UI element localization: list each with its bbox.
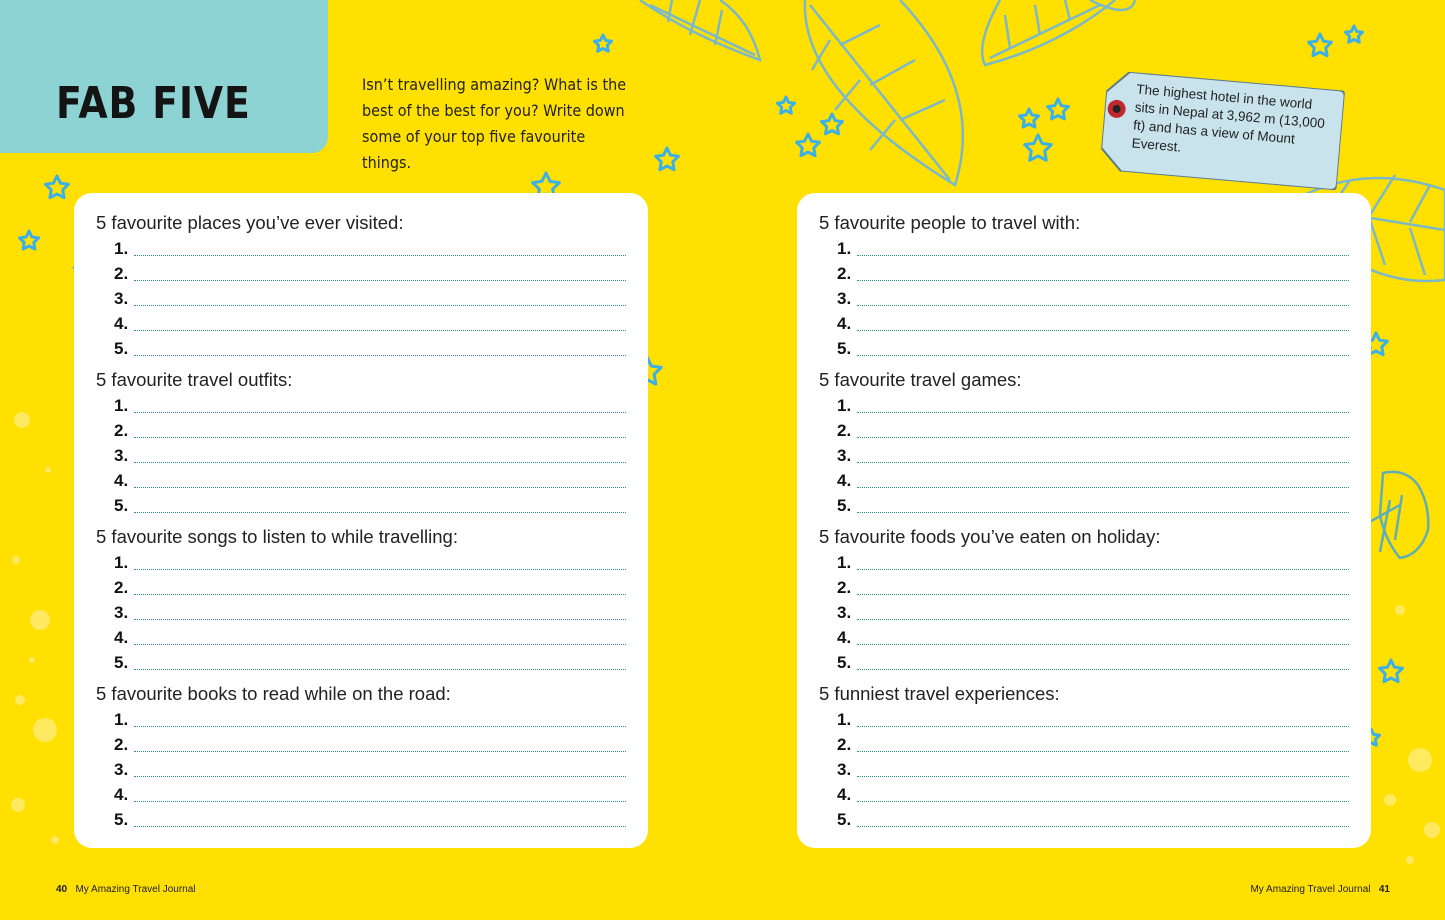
item-number: 1. xyxy=(837,396,852,415)
writing-line[interactable] xyxy=(857,669,1349,670)
section-title: 5 favourite books to read while on the road: xyxy=(96,683,451,704)
item-number: 3. xyxy=(837,446,852,465)
item-number: 2. xyxy=(114,578,129,597)
item-number: 2. xyxy=(837,578,852,597)
writing-line[interactable] xyxy=(134,512,626,513)
item-number: 2. xyxy=(114,264,129,283)
list-item[interactable] xyxy=(96,707,626,732)
section-songs xyxy=(96,524,626,675)
item-number: 5. xyxy=(837,810,852,829)
writing-line[interactable] xyxy=(134,644,626,645)
item-number: 2. xyxy=(837,421,852,440)
list-item[interactable] xyxy=(819,286,1349,311)
list-item[interactable] xyxy=(819,468,1349,493)
section-title: 5 favourite places you’ve ever visited: xyxy=(96,212,404,233)
section-title: 5 favourite foods you’ve eaten on holiday: xyxy=(819,526,1161,547)
list-item[interactable] xyxy=(96,625,626,650)
footer-title: My Amazing Travel Journal xyxy=(75,884,196,895)
writing-line[interactable] xyxy=(134,487,626,488)
list-item[interactable] xyxy=(96,286,626,311)
list-item[interactable] xyxy=(819,261,1349,286)
section-games xyxy=(819,367,1349,518)
leaf-icon xyxy=(982,0,1115,65)
item-number: 3. xyxy=(114,603,129,622)
item-number: 3. xyxy=(837,760,852,779)
list-item[interactable] xyxy=(96,782,626,807)
list-item[interactable] xyxy=(96,732,626,757)
list-item[interactable] xyxy=(96,336,626,361)
list-item[interactable] xyxy=(96,807,626,832)
writing-line[interactable] xyxy=(857,330,1349,331)
item-number: 4. xyxy=(837,314,852,333)
writing-line[interactable] xyxy=(134,594,626,595)
item-number: 3. xyxy=(114,760,129,779)
section-people xyxy=(819,210,1349,361)
intro-text: Isn’t travelling amazing? What is the best of the best for you? Write down some of your top five favourite things. xyxy=(362,75,627,172)
list-item[interactable] xyxy=(96,393,626,418)
writing-line[interactable] xyxy=(134,726,626,727)
item-number: 3. xyxy=(837,603,852,622)
hand-icon xyxy=(1380,472,1428,558)
list-item[interactable] xyxy=(819,311,1349,336)
writing-line[interactable] xyxy=(857,355,1349,356)
writing-line[interactable] xyxy=(857,462,1349,463)
writing-line[interactable] xyxy=(134,569,626,570)
item-number: 5. xyxy=(114,496,129,515)
list-item[interactable] xyxy=(96,443,626,468)
section-title: 5 favourite travel outfits: xyxy=(96,369,293,390)
section-places xyxy=(96,210,626,361)
writing-line[interactable] xyxy=(134,669,626,670)
writing-line[interactable] xyxy=(134,776,626,777)
item-number: 2. xyxy=(837,264,852,283)
item-number: 4. xyxy=(837,785,852,804)
right-card xyxy=(797,193,1371,848)
list-item[interactable] xyxy=(819,625,1349,650)
writing-line[interactable] xyxy=(857,569,1349,570)
writing-line[interactable] xyxy=(134,751,626,752)
writing-line[interactable] xyxy=(857,619,1349,620)
page-title: FAB FIVE xyxy=(56,78,251,129)
writing-line[interactable] xyxy=(134,826,626,827)
list-item[interactable] xyxy=(96,418,626,443)
list-item[interactable] xyxy=(819,550,1349,575)
item-number: 1. xyxy=(114,710,129,729)
section-outfits xyxy=(96,367,626,518)
item-number: 5. xyxy=(837,653,852,672)
writing-line[interactable] xyxy=(857,412,1349,413)
list-item[interactable] xyxy=(96,600,626,625)
item-number: 4. xyxy=(114,628,129,647)
writing-line[interactable] xyxy=(134,280,626,281)
writing-line[interactable] xyxy=(857,487,1349,488)
item-number: 5. xyxy=(837,339,852,358)
writing-line[interactable] xyxy=(134,619,626,620)
list-item[interactable] xyxy=(819,393,1349,418)
item-number: 3. xyxy=(114,446,129,465)
writing-line[interactable] xyxy=(857,801,1349,802)
writing-line[interactable] xyxy=(857,594,1349,595)
section-title: 5 favourite people to travel with: xyxy=(819,212,1081,233)
writing-line[interactable] xyxy=(134,355,626,356)
writing-line[interactable] xyxy=(134,305,626,306)
left-card xyxy=(74,193,648,848)
list-item[interactable] xyxy=(96,311,626,336)
section-funniest xyxy=(819,681,1349,832)
section-title: 5 favourite songs to listen to while travelling: xyxy=(96,526,458,547)
writing-line[interactable] xyxy=(134,437,626,438)
list-item[interactable] xyxy=(96,757,626,782)
list-item[interactable] xyxy=(819,807,1349,832)
item-number: 4. xyxy=(114,785,129,804)
item-number: 1. xyxy=(114,396,129,415)
leaf-icon xyxy=(805,0,963,185)
page-number: 40 xyxy=(56,884,68,895)
list-item[interactable] xyxy=(96,261,626,286)
item-number: 2. xyxy=(837,735,852,754)
list-item[interactable] xyxy=(819,782,1349,807)
writing-line[interactable] xyxy=(134,801,626,802)
list-item[interactable] xyxy=(819,236,1349,261)
writing-line[interactable] xyxy=(857,512,1349,513)
footer-title: My Amazing Travel Journal xyxy=(1250,884,1371,895)
item-number: 5. xyxy=(114,810,129,829)
title-block xyxy=(0,0,328,153)
writing-line[interactable] xyxy=(134,255,626,256)
item-number: 2. xyxy=(114,421,129,440)
item-number: 2. xyxy=(114,735,129,754)
list-item[interactable] xyxy=(96,236,626,261)
list-item[interactable] xyxy=(819,707,1349,732)
section-books xyxy=(96,681,626,832)
writing-line[interactable] xyxy=(857,255,1349,256)
list-item[interactable] xyxy=(819,732,1349,757)
item-number: 4. xyxy=(837,471,852,490)
list-item[interactable] xyxy=(96,650,626,675)
writing-line[interactable] xyxy=(857,644,1349,645)
section-title: 5 funniest travel experiences: xyxy=(819,683,1060,704)
list-item[interactable] xyxy=(819,336,1349,361)
page-number: 41 xyxy=(1378,884,1390,895)
list-item[interactable] xyxy=(819,443,1349,468)
item-number: 5. xyxy=(114,653,129,672)
writing-line[interactable] xyxy=(134,412,626,413)
item-number: 1. xyxy=(837,239,852,258)
item-number: 4. xyxy=(114,471,129,490)
writing-line[interactable] xyxy=(857,305,1349,306)
writing-line[interactable] xyxy=(857,280,1349,281)
list-item[interactable] xyxy=(819,600,1349,625)
writing-line[interactable] xyxy=(857,776,1349,777)
list-item[interactable] xyxy=(96,550,626,575)
list-item[interactable] xyxy=(819,757,1349,782)
leaf-icon xyxy=(640,0,760,60)
fact-tag xyxy=(1099,70,1345,190)
item-number: 1. xyxy=(114,553,129,572)
list-item[interactable] xyxy=(819,493,1349,518)
section-foods xyxy=(819,524,1349,675)
list-item[interactable] xyxy=(819,650,1349,675)
list-item[interactable] xyxy=(819,418,1349,443)
writing-line[interactable] xyxy=(134,330,626,331)
writing-line[interactable] xyxy=(857,437,1349,438)
footer-right xyxy=(1250,884,1390,895)
list-item[interactable] xyxy=(819,575,1349,600)
footer-left xyxy=(56,884,196,895)
writing-line[interactable] xyxy=(134,462,626,463)
item-number: 5. xyxy=(114,339,129,358)
list-item[interactable] xyxy=(96,468,626,493)
writing-line[interactable] xyxy=(857,726,1349,727)
writing-line[interactable] xyxy=(857,751,1349,752)
fact-text: The highest hotel in the world sits in Nepal at 3,962 m (13,000 ft) and has a view of Mount Everest. xyxy=(1131,81,1326,155)
item-number: 4. xyxy=(837,628,852,647)
section-title: 5 favourite travel games: xyxy=(819,369,1022,390)
item-number: 3. xyxy=(837,289,852,308)
item-number: 1. xyxy=(837,553,852,572)
item-number: 1. xyxy=(837,710,852,729)
writing-line[interactable] xyxy=(857,826,1349,827)
list-item[interactable] xyxy=(96,575,626,600)
item-number: 3. xyxy=(114,289,129,308)
item-number: 5. xyxy=(837,496,852,515)
item-number: 4. xyxy=(114,314,129,333)
list-item[interactable] xyxy=(96,493,626,518)
item-number: 1. xyxy=(114,239,129,258)
